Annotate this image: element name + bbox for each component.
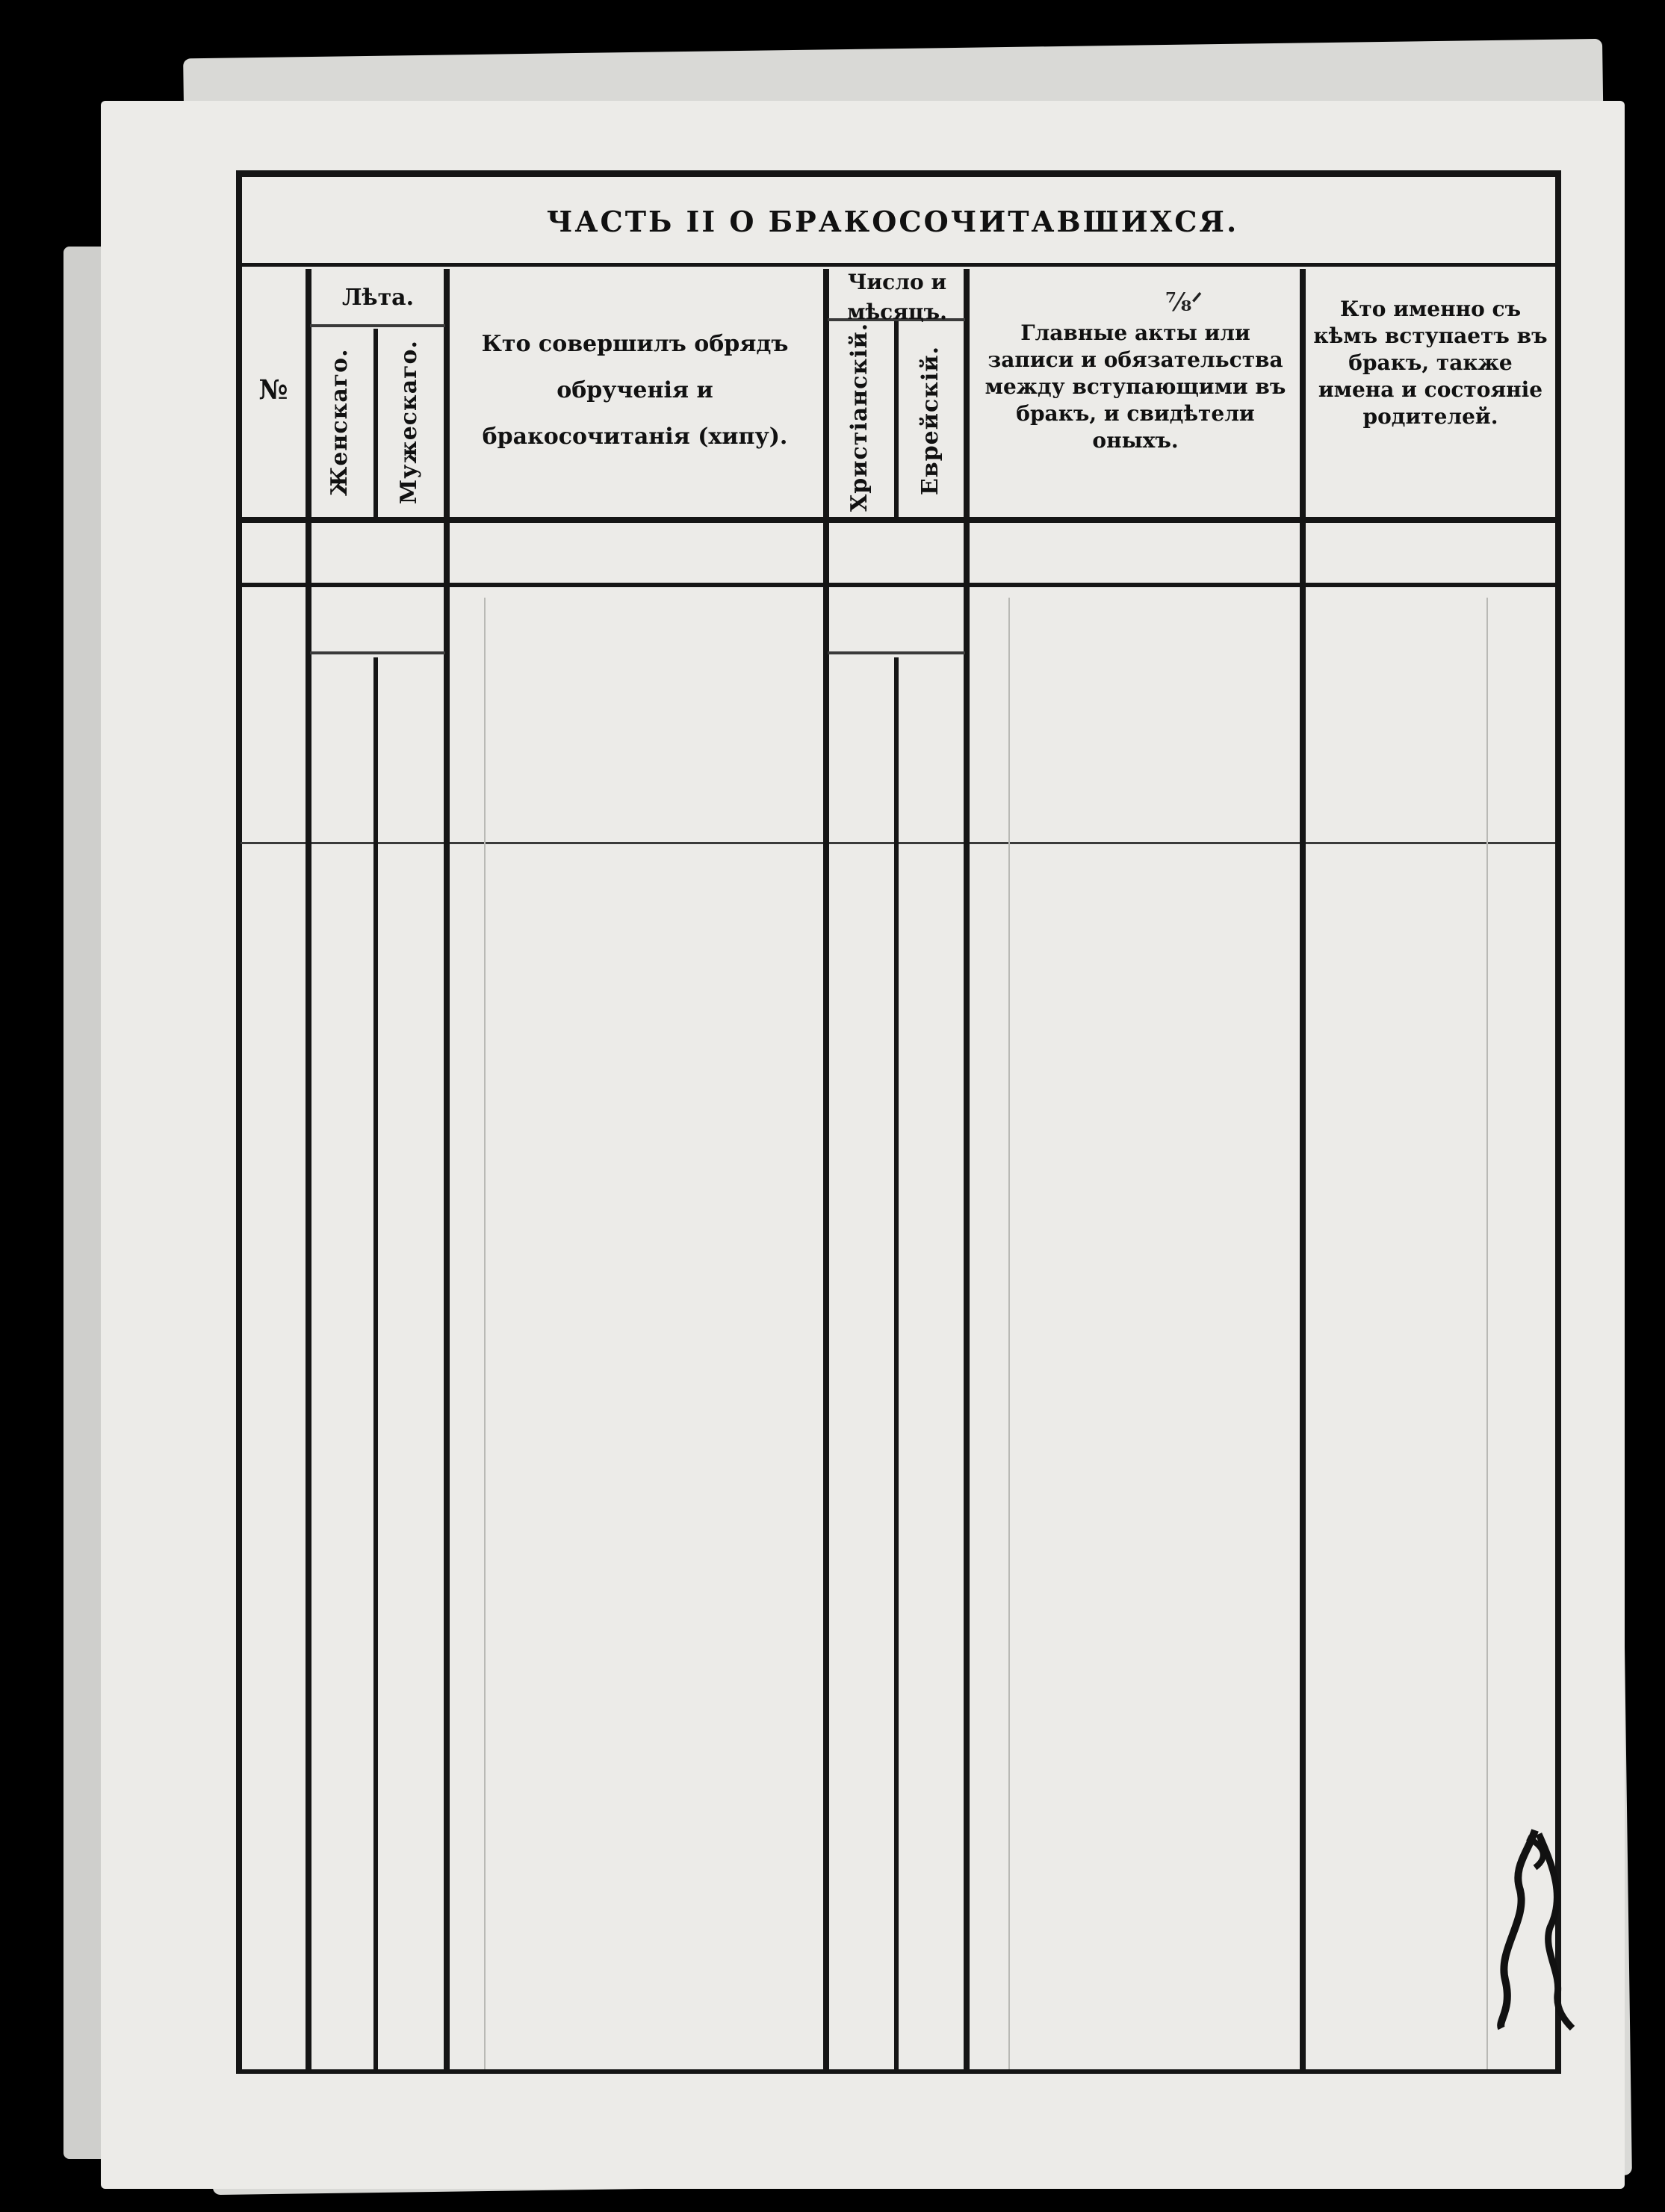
col-line-date-mid-lower — [894, 657, 899, 2074]
years-subheader-rule — [310, 324, 445, 327]
header-date: Число и мѣсяцъ. — [847, 270, 947, 324]
header-date-jewish: Еврейскій. — [917, 345, 943, 495]
header-bottom-rule — [241, 517, 1555, 523]
guide-line — [484, 598, 486, 2069]
title-rule — [241, 263, 1555, 267]
guide-line — [1008, 598, 1010, 2069]
header-date-christian: Христіанскій. — [846, 322, 872, 512]
frame-right — [1555, 170, 1561, 2074]
header-number: № — [258, 374, 288, 406]
col-line-date-right — [964, 269, 970, 2074]
frame-bottom — [236, 2069, 1561, 2074]
binding-thread — [1483, 1823, 1580, 2032]
col-line-date-left — [823, 269, 829, 2074]
frame-top — [238, 170, 1560, 177]
header-acts: Главные акты или записи и обязательства между вступающими въ бракъ, и свидѣтели оныхъ. — [985, 320, 1286, 453]
col-line-date-mid — [894, 321, 899, 517]
header-officiant: Кто совершилъ обрядъ обрученія и бракосочитанія (хипу). — [481, 331, 789, 450]
frame-left — [236, 170, 242, 2074]
col-line-years-left — [306, 269, 311, 2074]
years-row-rule — [310, 651, 445, 654]
col-line-years-right — [444, 269, 450, 2074]
header-years-female: Женскаго. — [326, 348, 353, 496]
col-line-acts-right — [1300, 269, 1306, 2074]
header-parties: Кто именно съ кѣмъ вступаетъ въ бракъ, также имена и состояніе родителей. — [1313, 297, 1548, 429]
handwritten-mark: ⅞ᐟ — [1165, 288, 1203, 317]
col-line-years-mid-lower — [373, 657, 378, 2074]
band-bottom-rule — [241, 583, 1555, 587]
date-row-rule — [828, 651, 965, 654]
header-years: Лѣта. — [341, 285, 415, 311]
page-title: ЧАСТЬ II О БРАКОСОЧИТАВШИХСЯ. — [546, 205, 1239, 238]
header-years-male: Мужескаго. — [396, 340, 422, 504]
col-line-years-mid — [373, 329, 378, 517]
